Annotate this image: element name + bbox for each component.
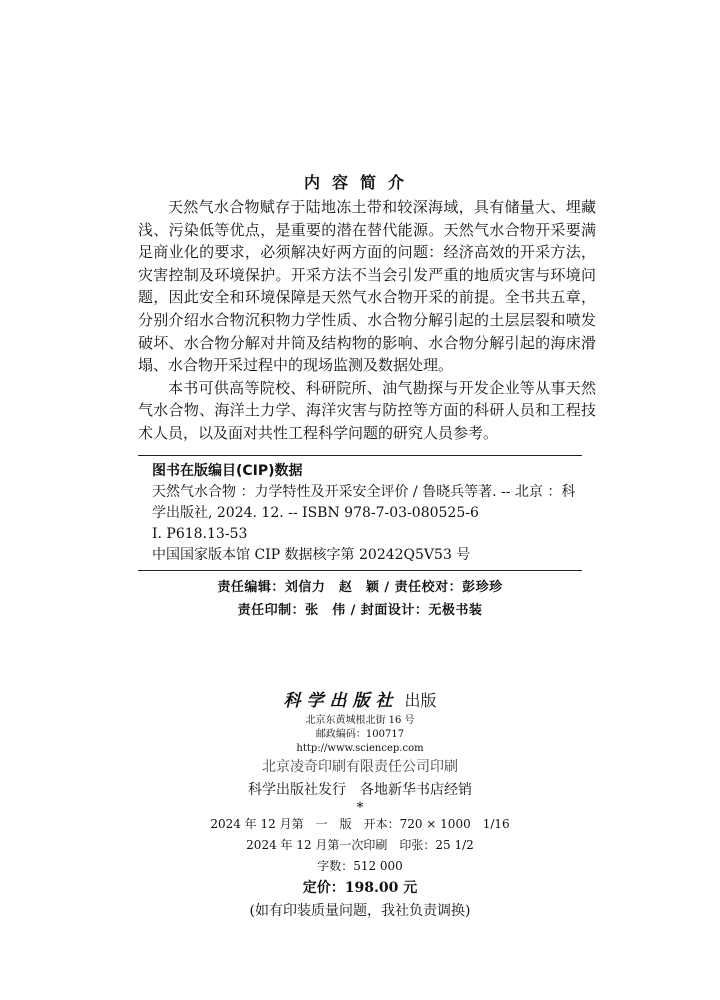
- publisher-url: http://www.sciencep.com: [296, 743, 424, 754]
- publisher-suffix: 出版: [404, 691, 437, 710]
- cip-body: [152, 482, 582, 566]
- publisher-logo-text: 科学出版社: [283, 691, 399, 711]
- quality-notice: (如有印装质量问题，我社负责调换): [249, 903, 471, 919]
- cip-line: 中国国家版本馆 CIP 数据核字第 20242Q5V53 号: [152, 547, 471, 563]
- cip-line: Ⅰ. P618.13-53: [152, 526, 248, 542]
- distribution: 科学出版社发行 各地新华书店经销: [248, 782, 472, 798]
- credits-editors: 责任编辑：刘信力 赵 颖 / 责任校对：彭珍珍: [217, 580, 503, 595]
- summary-paragraph: 本书可供高等院校、科研院所、油气勘探与开发企业等从事天然气水合物、海洋土力学、海洋灾害与防控等方面的科研人员和工程技术人员，以及面对共性工程科学问题的研究人员参考。: [138, 378, 596, 442]
- publisher-address: 北京东黄城根北街 16 号: [305, 715, 415, 726]
- separator-star: *: [356, 800, 364, 816]
- summary-title: 内容简介: [303, 173, 416, 192]
- printing-info: 2024 年 12 月第一次印刷 印张：25 1/2: [246, 838, 474, 852]
- cip-line: 学出版社, 2024. 12. -- ISBN 978-7-03-080525-6: [152, 505, 479, 521]
- cip-heading: 图书在版编目(CIP)数据: [152, 463, 303, 479]
- word-count: 字数：512 000: [317, 859, 403, 873]
- printer: 北京凌奇印刷有限责任公司印刷: [262, 759, 458, 775]
- credits: [0, 576, 720, 622]
- summary-paragraph: 天然气水合物赋存于陆地冻土带和较深海域，具有储量大、埋藏浅、污染低等优点，是重要的潜在替代能源。天然气水合物开采要满足商业化的要求，必须解决好两方面的问题：经济高效的开采方法，灾害控制及环境保护。开采方法不当会引发严重的地质灾害与环境问题，因此安全和环境保障是天然气水合物开采的前提。全书共五章，分别介绍水合物沉积物力学性质、水合物分解引起的土层层裂和喷发破坏、水合物分解对井筒及结构物的影响、水合物分解引起的海床滑塌、水合物开采过程中的现场监测及数据处理。: [138, 198, 596, 375]
- credits-production: 责任印制：张 伟 / 封面设计：无极书装: [237, 603, 483, 618]
- publisher-postcode: 邮政编码：100717: [315, 729, 405, 740]
- publisher-name-row: [0, 688, 720, 714]
- cip-bottom-rule: [138, 570, 582, 571]
- edition-info: 2024 年 12 月第 一 版 开本：720 × 1000 1/16: [210, 817, 510, 831]
- cip-block: [138, 455, 582, 571]
- cip-top-rule: [138, 455, 582, 456]
- summary-text: [138, 196, 596, 445]
- publisher-block: [0, 688, 720, 923]
- price: 定价：198.00 元: [302, 880, 418, 896]
- cip-line: 天然气水合物 ：力学特性及开采安全评价 / 鲁晓兵等著. -- 北京 ：科: [152, 484, 576, 500]
